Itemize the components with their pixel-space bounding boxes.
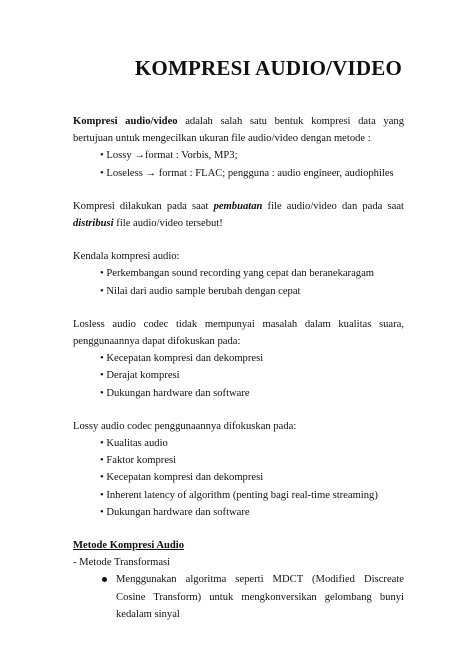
- list-item: • Perkembangan sound recording yang cepat dan beranekaragam: [100, 268, 375, 280]
- intro-paragraph: [73, 113, 404, 147]
- list-item: • Nilai dari audio sample berubah dengan cepat: [100, 285, 301, 297]
- process-text-3: file audio/video tersebut!: [113, 218, 223, 230]
- process-paragraph: [73, 198, 404, 232]
- intro-text: adalah salah satu bentuk kompresi data yang bertujuan untuk mengecilkan ukuran file audio/video dengan metode :: [73, 116, 405, 145]
- lossy-heading: Lossy audio codec penggunaannya difokuskan pada:: [73, 420, 297, 432]
- subsection-label: - Metode Transformasi: [73, 557, 171, 569]
- metode-list: [73, 571, 404, 623]
- list-item: • Dukungan hardware dan software: [100, 387, 250, 399]
- list-item: • Kualitas audio: [100, 438, 168, 450]
- section-heading: Metode Kompresi Audio: [73, 540, 185, 552]
- list-item: • Kecepatan kompresi dan dekompresi: [100, 472, 264, 484]
- list-item: • Faktor kompresi: [100, 455, 177, 467]
- page-title: KOMPRESI AUDIO/VIDEO: [134, 56, 402, 80]
- list-item-text: Menggunakan algoritma seperti MDCT (Modified Discreate Cosine Transform) untuk mengkonversikan gelombang bunyi kedalam sinyal: [116, 574, 404, 620]
- kendala-list: [73, 265, 404, 299]
- list-item: • Dukungan hardware dan software: [100, 506, 250, 518]
- kendala-heading: Kendala kompresi audio:: [73, 251, 180, 263]
- method-item-lossy: • Lossy →format : Vorbis, MP3;: [100, 150, 238, 162]
- document-body: [73, 113, 404, 623]
- process-emphasis-1: pembuatan: [213, 200, 263, 212]
- method-list: [73, 147, 404, 181]
- list-item: • Inherent latency of algorithm (penting bagi real-time streaming): [100, 489, 378, 501]
- process-text-1: Kompresi dilakukan pada saat: [73, 200, 214, 212]
- process-text-2: file audio/video dan pada saat: [262, 200, 404, 212]
- list-item: [73, 571, 404, 623]
- list-item: • Kecepatan kompresi dan dekompresi: [100, 353, 264, 365]
- lossless-heading: Losless audio codec tidak mempunyai masalah dalam kualitas suara, penggunaannya dapat difokuskan pada:: [73, 318, 404, 348]
- process-emphasis-2: distribusi: [73, 218, 114, 230]
- lossy-list: [73, 435, 404, 521]
- method-item-loseless: • Loseless → format : FLAC; pengguna : audio engineer, audiophiles: [100, 167, 394, 179]
- bullet-dot-icon: [102, 577, 107, 582]
- list-item: • Derajat kompresi: [100, 370, 180, 382]
- lossless-list: [73, 350, 404, 402]
- intro-term: Kompresi audio/video: [73, 116, 178, 127]
